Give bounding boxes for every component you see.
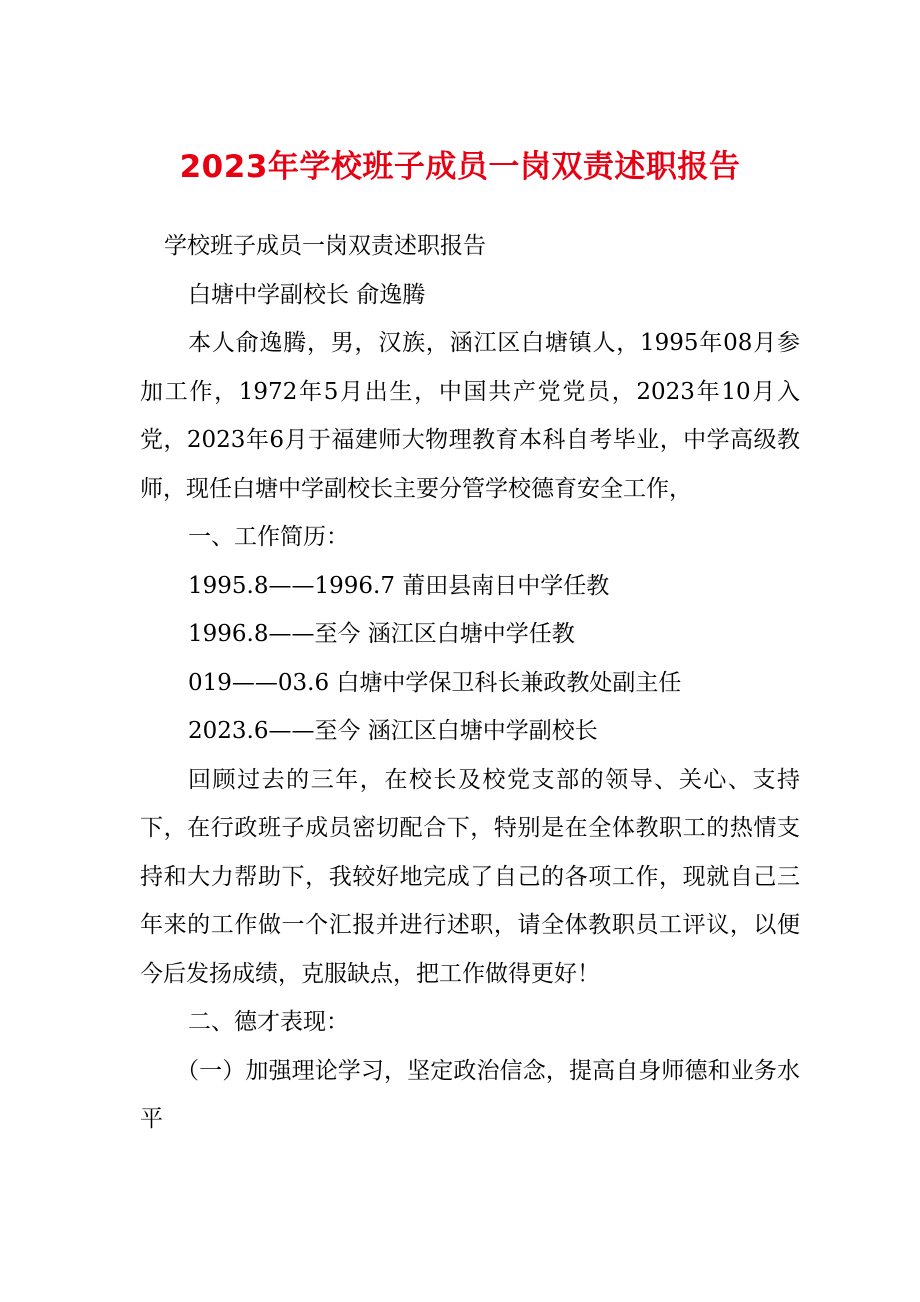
work-history-item: 1996.8——至今 涵江区白塘中学任教 (188, 621, 575, 647)
report-heading-paragraph: 学校班子成员一岗双责述职报告 (164, 233, 486, 259)
section-heading-work-history: 一、工作简历： (188, 524, 349, 550)
work-history-item: 1995.8——1996.7 莆田县南日中学任教 (188, 572, 610, 599)
document-body (140, 222, 800, 1144)
work-history-item: 2023.6——至今 涵江区白塘中学副校长 (188, 718, 598, 744)
review-paragraph: 回顾过去的三年，在校长及校党支部的领导、关心、支持下，在行政班子成员密切配合下，特别是在全体教职工的热情支持和大力帮助下，我较好地完成了自己的各项工作，现就自己三年来的工作做一个汇报并进行述职，请全体教职员工评议，以便今后发扬成绩，克服缺点，把工作做得更好！ (140, 766, 800, 987)
work-history-item: 019——03.6 白塘中学保卫科长兼政教处副主任 (188, 669, 682, 696)
document-title: 2023年学校班子成员一岗双责述职报告 (179, 149, 741, 185)
self-introduction-paragraph: 本人俞逸腾，男，汉族，涵江区白塘镇人，1995年08月参加工作，1972年5月出生，中国共产党党员，2023年10月入党，2023年6月于福建师大物理教育本科自考毕业，中学高级教师，现任白塘中学副校长主要分管学校德育安全工作， (140, 330, 800, 502)
section-heading-conduct: 二、德才表现： (188, 1009, 349, 1035)
subsection-heading-study: （一）加强理论学习，坚定政治信念，提高自身师德和业务水平 (140, 1057, 800, 1132)
author-line-paragraph: 白塘中学副校长 俞逸腾 (188, 281, 426, 308)
